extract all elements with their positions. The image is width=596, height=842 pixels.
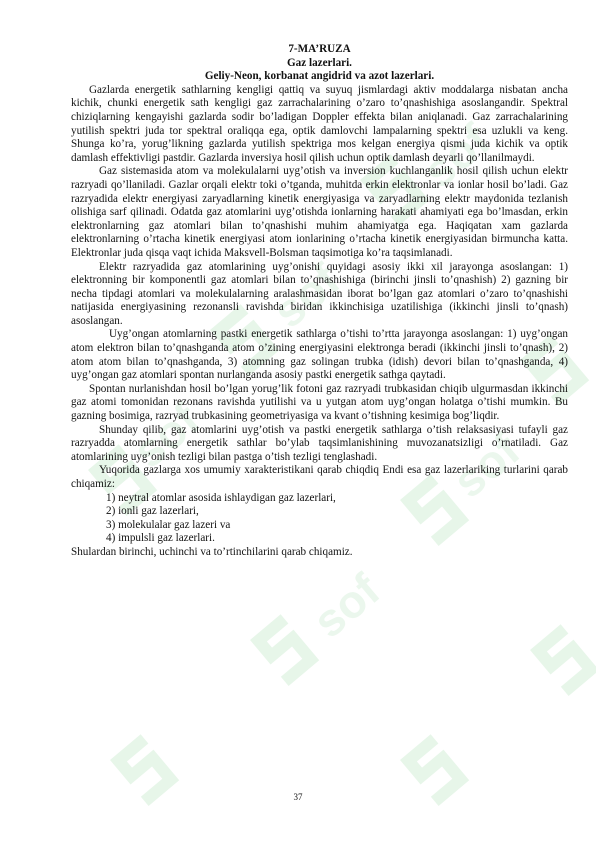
svg-text:sof: sof	[123, 393, 210, 478]
list-item: 3) molekulalar gaz lazeri va	[106, 518, 231, 531]
list-item: 2) ionli gaz lazerlari,	[106, 505, 199, 518]
paragraph-3: Elektr razryadida gaz atomlarining uyg’onishi quyidagi asosiy ikki xil jarayonga asoslangan: 1) elektronning bir komponentli gaz atomlari bilan to’qnashishiga (birinchi jinsli to’qnashish) 2) gazning bir necha tipdagi atomlari va molekulalarning aralashmasidan iborat bo’lgan gaz atomlari o’zaro to’qnashishi natijasida energiyasining rezonansli ravishda biridan ikkinchisiga uzatilishiga (ikkinchi jinsli to’qnash) asoslangan.	[71, 260, 568, 327]
svg-text:sof: sof	[263, 253, 350, 338]
paragraph-6: Shunday qilib, gaz atomlarini uyg’otish va pastki energetik sathlarga o’tish relaksasiyasi tufayli gaz razryadda atomlarning energetik sathlar bo’ylab taqsimlanishining muvozanatsizligi o’rnatiladi. Gaz atomlarining uyg’onish tezligi bilan pastga o’tish tezligi tenglashadi.	[71, 423, 568, 463]
svg-text:sof: sof	[413, 113, 500, 198]
paragraph-4: Uyg’ongan atomlarning pastki energetik sathlarga o’tishi to’rtta jarayonga asoslangan: 1) uyg’ongan atom elektron bilan to’qnashganda atom o’zining energiyasini elektronga beradi (ikkinchi jinsli to’qnash), 2) atom atom bilan to’qnashganda, 3) atomning gaz solingan trubka (idish) devori bilan to’qnashganda, 4) uyg’ongan gaz atomlari spontan nurlanganda asosiy pastki energetik sathga qaytadi.	[71, 328, 568, 382]
paragraph-1: Gazlarda energetik sathlarning kengligi qattiq va suyuq jismlardagi aktiv moddalarga nisbatan ancha kichik, chunki energetik sath kengligi gaz zarrachalarining o’zaro to’qnashishiga asoslangandir. Spektral chiziqlarning kengayishi gazlarda sodir bo’ladigan Doppler effekta bilan aniqlanadi. Gaz zarrachalarining yutilish spektri juda tor spektral oraliqqa ega, optik damlovchi lampalarning spektri esa uzlukli va keng. Shunga ko’ra, yorug’likning gazlarda yutilish spektriga mos kelgan energiya qismi juda kichik va optik damlash effektivligi pastdir. Gazlarda inversiya hosil qilish uchun optik damlash deyarli qo’llanilmaydi.	[71, 83, 568, 164]
svg-text:sof: sof	[443, 423, 530, 508]
page-number: 37	[293, 792, 303, 802]
laser-types-list	[71, 492, 568, 546]
paragraph-5: Spontan nurlanishdan hosil bo’lgan yorug’lik fotoni gaz razryadi trubkasidan chiqib ulgurmasdan ikkinchi gaz atomi tomonidan rezonans ravishda yutilishi va u yutgan atom uyg’ongan holatga o’tishi mumkin. Bu gazning bosimiga, razryad trubkasining geometriyasiga va kvant o’tishning kesimiga bog’liqdir.	[71, 382, 568, 423]
list-item: 4) impulsli gaz lazerlari.	[106, 532, 215, 545]
lecture-number: 7-MA’RUZA	[288, 43, 351, 55]
list-item: 1) neytral atomlar asosida ishlaydigan gaz lazerlari,	[106, 491, 336, 504]
lecture-topic: Gaz lazerlari.	[287, 56, 352, 69]
closing-sentence: Shulardan birinchi, uchinchi va to’rtinchilarini qarab chiqamiz.	[71, 545, 353, 558]
svg-text:sof: sof	[303, 563, 390, 648]
document-body	[71, 41, 568, 560]
paragraph-2: Gaz sistemasida atom va molekulalarni uyg’otish va inversion kuchlanganlik hosil qilish uchun elektr razryadi qo’llaniladi. Gazlar orqali elektr toki o’tganda, muhitda erkin elektronlar va ionlar hosil bo’ladi. Gaz razryadida elektr energiyasi zaryadlarning kinetik energiyasiga va zaryadlarning elektr maydonida tezlanish olishiga sarf qilinadi. Odatda gaz atomlarini uyg’otishda ionlarning harakati ahamiyati ega bo’lmasdan, erkin elektronlarning gaz atomlari bilan to’qnashishi muhim ahamiyatga ega. Haqiqatan xam gazlarda elektronlarning o’rtacha kinetik energiyasi atom ionlarining o’rtacha kinetik energiyasidan birmuncha katta. Elektronlar juda qisqa vaqt ichida Maksvell-Bolsman taqsimotiga ko’ra taqsimlanadi.	[71, 165, 568, 259]
paragraph-7: Yuqorida gazlarga xos umumiy xarakteristikani qarab chiqdiq Endi esa gaz lazerlariking turlarini qarab chiqamiz:	[71, 464, 568, 490]
lecture-subtopic: Geliy-Neon, korbanat angidrid va azot lazerlari.	[204, 70, 435, 83]
